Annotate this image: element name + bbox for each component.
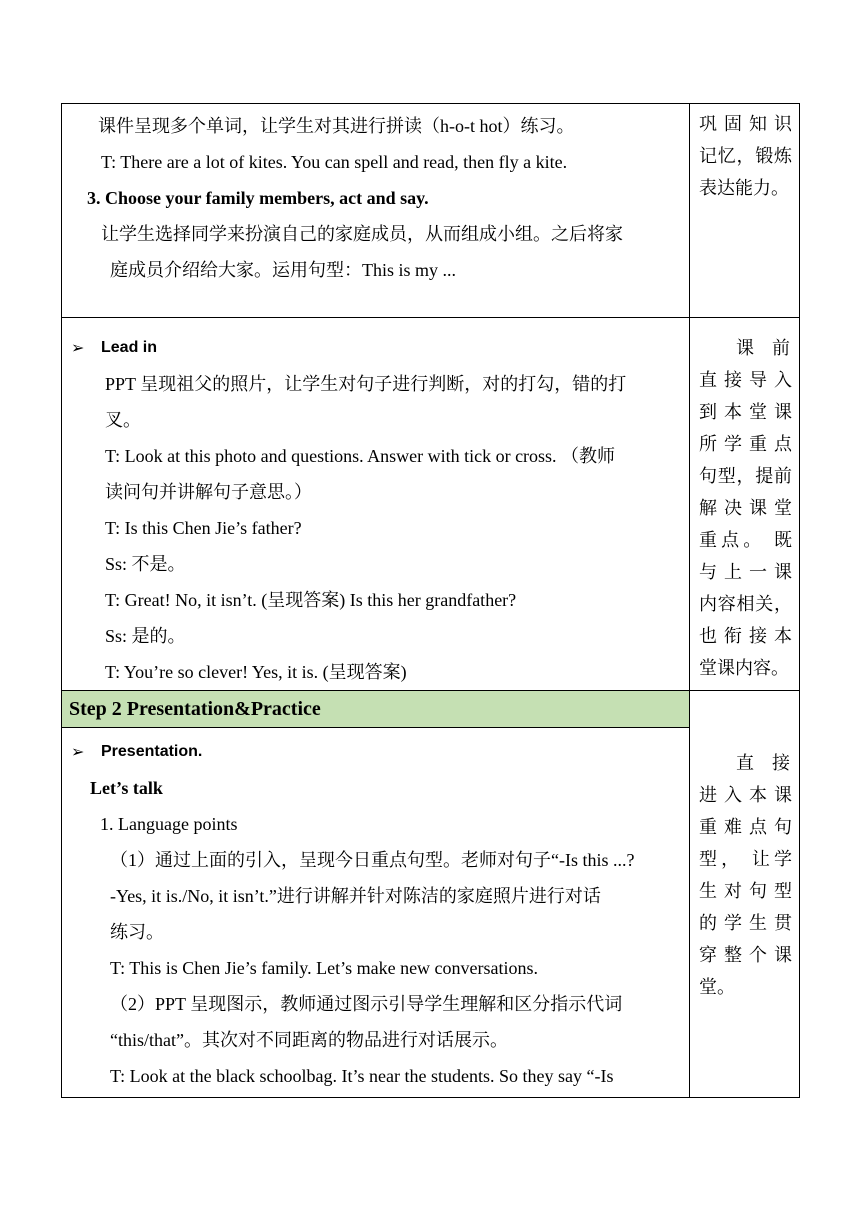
text-line: （2）PPT 呈现图示，教师通过图示引导学生理解和区分指示代词 [110,994,623,1014]
side-note [699,108,792,204]
bullet-icon: ➢ [71,742,85,761]
main-cell [62,104,690,318]
side-line: 生 对 句 型 [699,881,792,901]
text-line: Ss: 是的。 [105,626,186,646]
side-line: 直 接 [736,753,790,773]
side-line: 堂。 [699,977,735,997]
side-note [699,747,792,1003]
side-line: 课 前 [736,338,790,358]
side-line: 解 决 课 堂 [699,498,792,518]
presentation-heading [62,734,689,770]
main-cell [62,318,690,691]
side-line: 重点。 既 [699,530,792,550]
side-line: 表达能力。 [699,178,789,198]
text-line: 叉。 [105,410,141,430]
side-line: 的 学 生 贯 [699,913,792,933]
side-cell [690,318,800,691]
side-line: 句型，提前 [699,466,792,486]
side-line: 所 学 重 点 [699,434,792,454]
table-row [62,728,800,1098]
side-cell [690,104,800,318]
text-line: 读问句并讲解句子意思。） [105,482,312,502]
side-line: 到 本 堂 课 [699,402,792,422]
text-line: 练习。 [110,922,164,942]
text-line: T: You’re so clever! Yes, it is. (呈现答案) [105,662,407,682]
bullet-icon: ➢ [71,338,85,357]
section-heading: Presentation. [101,743,203,760]
text-line: T: Great! No, it isn’t. (呈现答案) Is this her grandfather? [105,590,517,610]
text-line: 课件呈现多个单词，让学生对其进行拼读（h-o-t hot）练习。 [98,116,575,136]
text-line: 让学生选择同学来扮演自己的家庭成员，从而组成小组。之后将家 [101,224,623,244]
activity-heading: 3. Choose your family members, act and say. [87,188,429,208]
step-title: Step 2 Presentation&Practice [62,691,689,727]
side-line: 重 难 点 句 [699,817,792,837]
step-header-cell [62,691,690,728]
side-line: 进 入 本 课 [699,785,792,805]
text-line: -Yes, it is./No, it isn’t.”进行讲解并针对陈洁的家庭照片进行对话 [110,886,601,906]
table-row [62,318,800,691]
text-line: 1. Language points [100,814,238,834]
subsection-heading: Let’s talk [90,778,163,798]
side-line: 型， 让学 [699,849,792,869]
text-line: （1）通过上面的引入，呈现今日重点句型。老师对句子“-Is this ...? [110,850,635,870]
text-line: PPT 呈现祖父的照片，让学生对句子进行判断，对的打勾，错的打 [105,374,627,394]
side-line: 堂课内容。 [699,658,789,678]
side-note [699,332,792,684]
table-row [62,691,800,728]
lead-in-heading [62,330,689,366]
side-line: 与 上 一 课 [699,562,792,582]
text-line: Ss: 不是。 [105,554,186,574]
side-line: 内容相关， [699,594,792,614]
text-line: T: Is this Chen Jie’s father? [105,518,302,538]
text-line: T: Look at the black schoolbag. It’s near the students. So they say “-Is [110,1066,614,1086]
main-cell [62,728,690,1098]
text-line: T: There are a lot of kites. You can spell and read, then fly a kite. [101,152,568,172]
side-line: 也 衔 接 本 [699,626,792,646]
text-line: T: Look at this photo and questions. Answer with tick or cross. （教师 [105,446,616,466]
section-heading: Lead in [101,339,158,356]
lesson-plan-table [61,103,800,1098]
text-line: T: This is Chen Jie’s family. Let’s make new conversations. [110,958,539,978]
table-row [62,104,800,318]
side-line: 直 接 导 入 [699,370,792,390]
text-line: “this/that”。其次对不同距离的物品进行对话展示。 [110,1030,508,1050]
text-line: 庭成员介绍给大家。运用句型：This is my ... [110,260,457,280]
side-line: 记忆，锻炼 [699,146,792,166]
side-line: 穿 整 个 课 [699,945,792,965]
side-line: 巩 固 知 识 [699,114,792,134]
side-cell [690,691,800,1098]
